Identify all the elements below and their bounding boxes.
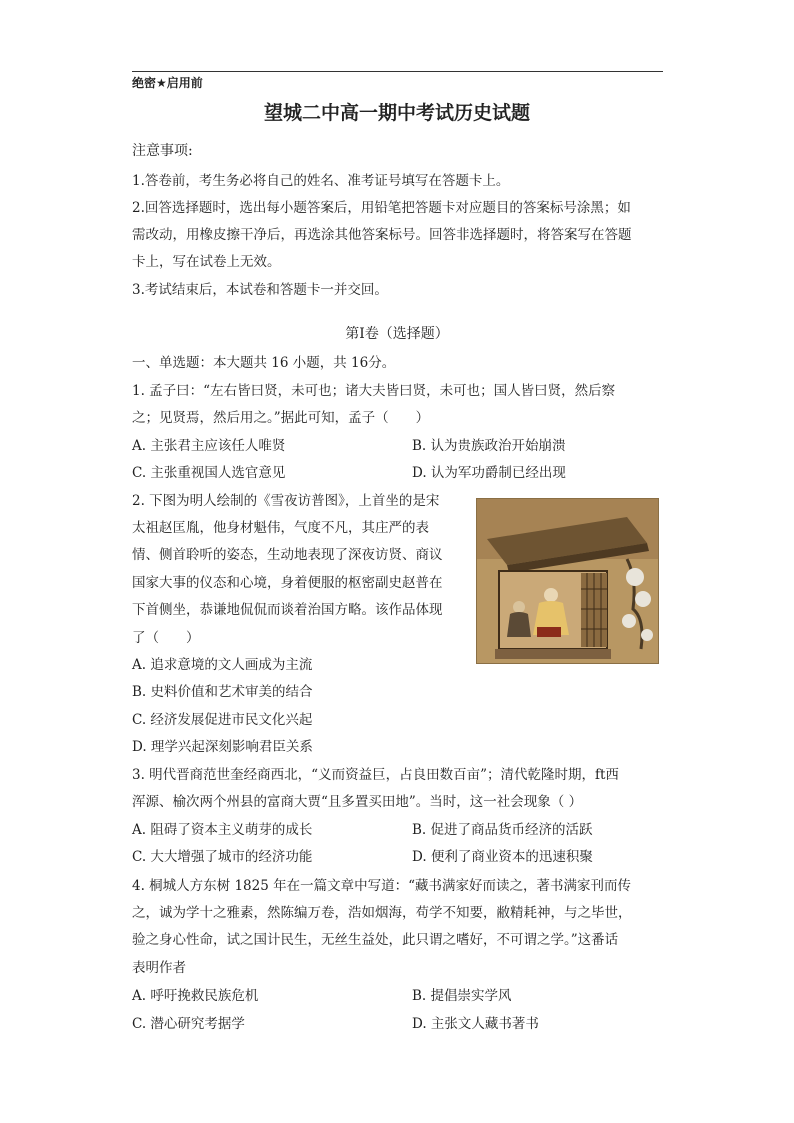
notice-item: 卡上，写在试卷上无效。 (132, 254, 281, 270)
question-2-option-c: C. 经济发展促进市民文化兴起 (132, 712, 313, 728)
notice-item: 1.答卷前，考生务必将自己的姓名、准考证号填写在答题卡上。 (132, 173, 510, 189)
notice-item: 2.回答选择题时，选出每小题答案后，用铅笔把答题卡对应题目的答案标号涂黑；如 (132, 200, 631, 216)
section-intro: 一、单选题：本大题共 16 小题，共 16分。 (132, 355, 396, 371)
painting-image (476, 498, 659, 664)
question-2-line: 国家大事的仪态和心境，身着便服的枢密副史赵普在 (132, 575, 443, 591)
question-3-option-d: D. 便利了商业资本的迅速积聚 (412, 849, 593, 865)
question-2-line: 下首侧坐，恭谦地侃侃而谈着治国方略。该作品体现 (132, 602, 443, 618)
question-4-option-a: A. 呼吁挽救民族危机 (132, 988, 259, 1004)
question-4-option-c: C. 潜心研究考据学 (132, 1016, 245, 1032)
painting-illustration (477, 499, 658, 663)
question-1-option-c: C. 主张重视国人选官意见 (132, 465, 286, 481)
notice-heading: 注意事项: (132, 143, 193, 159)
question-3-option-a: A. 阻碍了资本主义萌芽的成长 (132, 822, 313, 838)
question-3-line: 浑源、榆次两个州县的富商大贾“且多置买田地”。当时，这一社会现象（ ） (132, 794, 583, 810)
question-2-option-b: B. 史料价值和艺术审美的结合 (132, 684, 313, 700)
question-2-line: 情、侧首聆听的姿态，生动地表现了深夜访贤、商议 (132, 547, 443, 563)
page-title: 望城二中高一期中考试历史试题 (263, 102, 530, 124)
question-3-option-b: B. 促进了商品货币经济的活跃 (412, 822, 593, 838)
question-1-option-d: D. 认为军功爵制已经出现 (412, 465, 566, 481)
section-title: 第I卷（选择题） (345, 326, 449, 342)
notice-item: 3.考试结束后，本试卷和答题卡一并交回。 (132, 282, 388, 298)
secret-label: 绝密★启用前 (132, 76, 203, 90)
question-4-line: 之，诚为学十之雅素，然陈编万卷，浩如烟海，苟学不知要，敝精耗神，与之毕世， (132, 905, 632, 921)
question-4-option-d: D. 主张文人藏书著书 (412, 1016, 539, 1032)
question-1-option-a: A. 主张君主应该任人唯贤 (132, 438, 286, 454)
question-2-option-a: A. 追求意境的文人画成为主流 (132, 657, 313, 673)
question-2-line: 太祖赵匡胤，他身材魁伟，气度不凡，其庄严的表 (132, 520, 429, 536)
question-4-line: 表明作者 (132, 960, 186, 976)
header-rule (132, 71, 663, 72)
question-2-line: 了（ ） (132, 630, 200, 646)
question-2-line: 2. 下图为明人绘制的《雪夜访普图》，上首坐的是宋 (132, 493, 440, 509)
question-3-line: 3. 明代晋商范世奎经商西北，“义而资益巨，占良田数百亩”；清代乾隆时期，ft西 (132, 767, 619, 783)
question-1-line: 1. 孟子曰：“左右皆曰贤，未可也；诸大夫皆曰贤，未可也；国人皆曰贤，然后察 (132, 383, 616, 399)
question-1-line: 之；见贤焉，然后用之。”据此可知，孟子（ ） (132, 410, 430, 426)
question-1-option-b: B. 认为贵族政治开始崩溃 (412, 438, 566, 454)
notice-item: 需改动，用橡皮擦干净后，再选涂其他答案标号。回答非选择题时，将答案写在答题 (132, 227, 632, 243)
question-4-line: 验之身心性命，试之国计民生，无丝生益处，此只谓之嗜好，不可谓之学。”这番话 (132, 932, 619, 948)
question-4-line: 4. 桐城人方东树 1825 年在一篇文章中写道：“藏书满家好而读之，著书满家刊而传 (132, 878, 632, 894)
question-2-option-d: D. 理学兴起深刻影响君臣关系 (132, 739, 313, 755)
question-3-option-c: C. 大大增强了城市的经济功能 (132, 849, 313, 865)
question-4-option-b: B. 提倡崇实学风 (412, 988, 512, 1004)
